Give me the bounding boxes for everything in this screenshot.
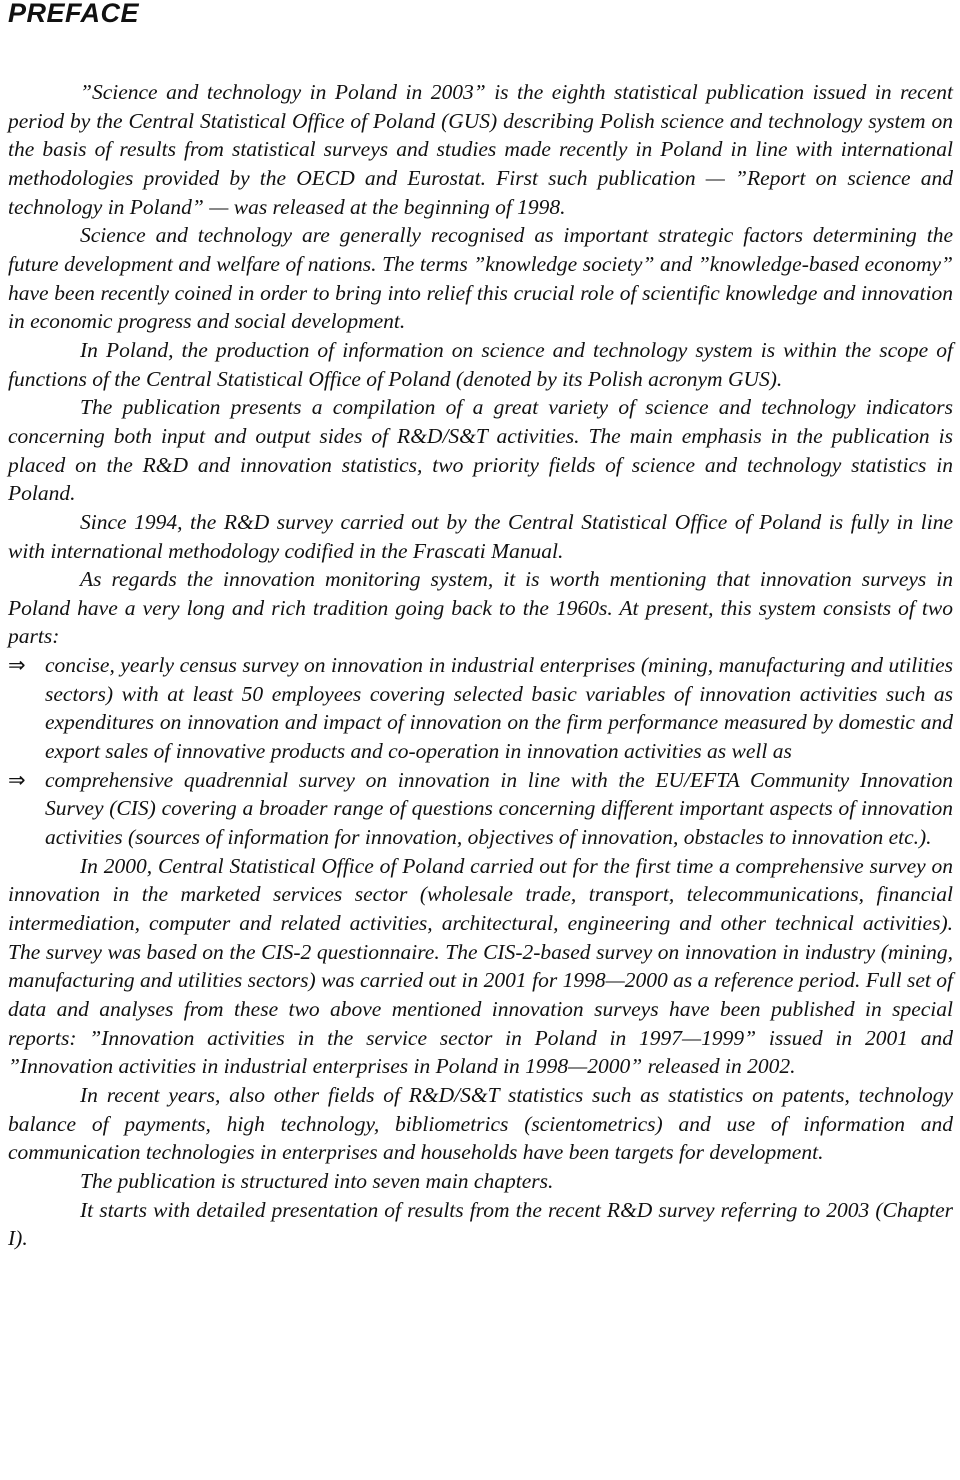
paragraph-other-fields: In recent years, also other fields of R&D/S&T statistics such as statistics on patents, technology balance of payments, high technology, bibliometrics (scientometrics) and use of information and communication technologies in enterprises and households have been targets for development. [8, 1082, 953, 1165]
double-arrow-right-icon: ⇒ [8, 653, 26, 678]
paragraph-structure: The publication is structured into seven main chapters. [80, 1168, 554, 1193]
paragraph-services-survey: In 2000, Central Statistical Office of Poland carried out for the first time a comprehensive survey on innovation in the marketed services sector (wholesale trade, transport, telecommunications, financial intermediation, computer and related activities, architectural, engineering and other technical activities). The survey was based on the CIS-2 questionnaire. The CIS-2-based survey on innovation in industry (mining, manufacturing and utilities sectors) was carried out in 2001 for 1998—2000 as a reference period. Full set of data and analyses from these two above mentioned innovation surveys have been published in special reports: ”Innovation activities in the service sector in Poland in 1997—1999” issued in 2001 and ”Innovation activities in industrial enterprises in Poland in 1998—2000” released in 2002. [8, 853, 953, 1079]
paragraph-indicators: The publication presents a compilation of a great variety of science and technology indicators concerning both input and output sides of R&D/S&T activities. The main emphasis in the publication is placed on the R&D and innovation statistics, two priority fields of science and technology statistics in Poland. [8, 395, 953, 506]
list-item [8, 766, 953, 852]
paragraph-frascati: Since 1994, the R&D survey carried out by the Central Statistical Office of Poland is fully in line with international methodology codified in the Frascati Manual. [8, 509, 953, 563]
list-item-text: comprehensive quadrennial survey on innovation in line with the EU/EFTA Community Innovation Survey (CIS) covering a broader range of questions concerning different important aspects of innovation activities (sources of information for innovation, objectives of innovation, obstacles to innovation etc.). [45, 767, 953, 850]
document-page [8, 0, 953, 1253]
paragraph-gus-role: In Poland, the production of information on science and technology system is within the scope of functions of the Central Statistical Office of Poland (denoted by its Polish acronym GUS). [8, 337, 953, 391]
paragraph-chapter-one: It starts with detailed presentation of results from the recent R&D survey referring to 2003 (Chapter I). [8, 1197, 953, 1251]
list-item [8, 651, 953, 766]
paragraph-strategic-factors: Science and technology are generally recognised as important strategic factors determining the future development and welfare of nations. The terms ”knowledge society” and ”knowledge-based economy” have been recently coined in order to bring into relief this crucial role of scientific knowledge and innovation in economic progress and social development. [8, 223, 953, 334]
list-item-text: concise, yearly census survey on innovation in industrial enterprises (mining, manufacturing and utilities sectors) with at least 50 employees covering selected basic variables of innovation activities such as expenditures on innovation and impact of innovation on the firm performance measured by domestic and export sales of innovative products and co-operation in innovation activities as well as [45, 653, 953, 764]
paragraph-innovation-system: As regards the innovation monitoring system, it is worth mentioning that innovation surveys in Poland have a very long and rich tradition going back to the 1960s. At present, this system consists of two parts: [8, 567, 953, 649]
paragraph-intro: ”Science and technology in Poland in 2003” is the eighth statistical publication issued in recent period by the Central Statistical Office of Poland (GUS) describing Polish science and technology system on the basis of results from statistical surveys and studies made recently in Poland in line with international methodologies provided by the OECD and Eurostat. First such publication — ”Report on science and technology in Poland” — was released at the beginning of 1998. [8, 80, 953, 219]
page-title: PREFACE [8, 0, 140, 28]
double-arrow-right-icon: ⇒ [8, 767, 26, 792]
innovation-survey-list [8, 651, 953, 852]
preface-body [8, 78, 953, 1253]
